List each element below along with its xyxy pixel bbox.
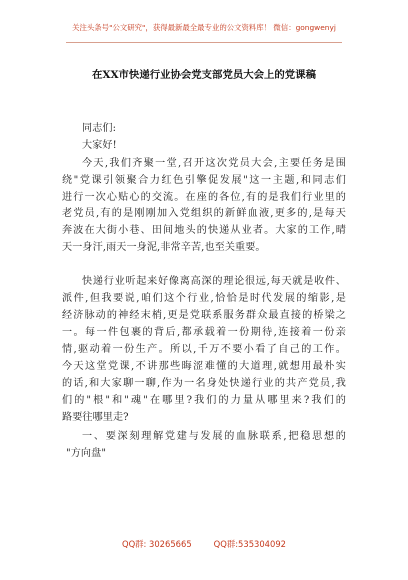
- section-heading-line: "方向盘": [66, 448, 107, 459]
- paragraph-line: 天一身汗,雨天一身泥,非常辛苦,也至关重要。: [62, 242, 266, 253]
- section-heading-line: 一、要深刻理解党建与发展的血脉联系,把稳思想的: [82, 431, 346, 442]
- paragraph-line: 今天这堂党课,不讲那些晦涩难懂的大道理,就想用最朴实: [62, 361, 346, 372]
- paragraph-line: 老党员,有的是刚刚加入党组织的新鲜血液,更多的,是每天: [62, 208, 346, 219]
- paragraph-line: 路要往哪里走?: [62, 412, 129, 423]
- paragraph-line: 今天,我们齐聚一堂,召开这次党员大会,主要任务是围: [82, 158, 346, 169]
- document-title: 在XX市快递行业协会党支部党员大会上的党课稿: [92, 69, 316, 81]
- salutation-line: 同志们:: [82, 123, 117, 134]
- footer-contact: [0, 538, 408, 550]
- paragraph-line: 们的"根"和"魂"在哪里?我们的力量从哪里来?我们的: [62, 395, 346, 406]
- header-divider: [66, 42, 342, 43]
- footer-qq-group-1: QQ群: 30265665: [121, 539, 192, 549]
- paragraph-line: 绕"党课引领聚合力红色引擎促发展"这一主题,和同志们: [62, 175, 346, 186]
- paragraph-line: 的话,和大家聊一聊,作为一名身处快递行业的共产党员,我: [62, 378, 346, 389]
- paragraph-line: 派件,但我要说,咱们这个行业,恰恰是时代发展的缩影,是: [62, 293, 346, 304]
- paragraph-line: 快递行业听起来好像离高深的理论很远,每天就是收件、: [82, 276, 346, 287]
- paragraph-line: 情,驱动着一份生产。所以,千万不要小看了自己的工作。: [62, 344, 346, 355]
- greeting-line: 大家好!: [82, 140, 117, 151]
- paragraph-line: 一。每一件包裹的背后,都承载着一份期待,连接着一份亲: [62, 327, 346, 338]
- paragraph-line: 奔波在大街小巷、田间地头的快递从业者。大家的工作,晴: [62, 225, 346, 236]
- header-promo-text: 关注头条号"公文研究"，获得最新最全最专业的公文资料库！ 微信：gongwenyj: [72, 23, 336, 32]
- footer-qq-group-2: QQ群:535304092: [213, 539, 286, 549]
- paragraph-line: 经济脉动的神经末梢,更是党联系服务群众最直接的桥梁之: [62, 310, 346, 321]
- paragraph-line: 进行一次心贴心的交流。在座的各位,有的是我们行业里的: [62, 192, 346, 203]
